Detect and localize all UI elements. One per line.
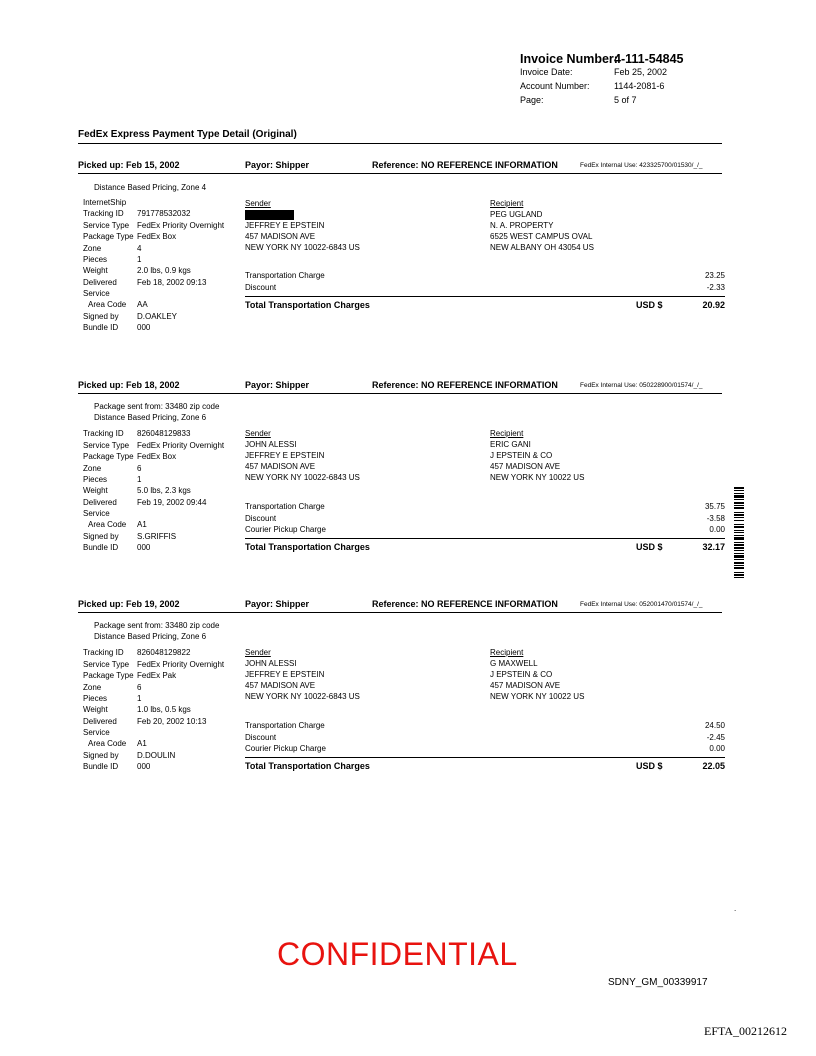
barcode-bar: [734, 514, 744, 516]
package-type: FedEx Box: [137, 232, 177, 241]
detail-label: Delivered: [83, 717, 117, 726]
recipient-line: ERIC GANI: [490, 440, 531, 449]
origin-note: Package sent from: 33480 zip code: [94, 621, 220, 630]
detail-label: Delivered: [83, 278, 117, 287]
invoice-date-label: Invoice Date:: [520, 67, 573, 77]
service-type: FedEx Priority Overnight: [137, 660, 225, 669]
sender-line: 457 MADISON AVE: [245, 232, 316, 241]
detail-label: Service Type: [83, 660, 130, 669]
internal-use: FedEx Internal Use: 423325700/01530/_/_: [580, 162, 703, 169]
reference: Reference: NO REFERENCE INFORMATION: [372, 380, 558, 390]
detail-label: Area Code: [88, 300, 127, 309]
charge-row: [245, 743, 725, 754]
recipient-block: [490, 647, 584, 702]
detail-label: Signed by: [83, 532, 119, 541]
reference: Reference: NO REFERENCE INFORMATION: [372, 599, 558, 609]
detail-label: Zone: [83, 683, 102, 692]
recipient-line: 6525 WEST CAMPUS OVAL: [490, 232, 593, 241]
barcode-bar: [734, 537, 744, 540]
charge-row: [245, 732, 725, 743]
invoice-number-label: Invoice Number:: [520, 52, 618, 66]
pieces: 1: [137, 255, 142, 264]
sender-line: JEFFREY E EPSTEIN: [245, 451, 325, 460]
currency: USD $: [636, 761, 663, 771]
barcode-bar: [734, 565, 744, 566]
delivered: Feb 18, 2002 09:13: [137, 278, 207, 287]
stray-mark: .: [734, 904, 737, 913]
detail-label: Weight: [83, 486, 108, 495]
recipient-line: N. A. PROPERTY: [490, 221, 554, 230]
barcode-bar: [734, 555, 744, 558]
sender-block: [245, 198, 360, 253]
sender-line: NEW YORK NY 10022-6843 US: [245, 243, 360, 252]
total-row: [245, 542, 725, 552]
barcode-bar: [734, 512, 744, 513]
zone: 6: [137, 464, 142, 473]
barcode-bar: [734, 577, 744, 578]
detail-label: Service: [83, 509, 110, 518]
reference: Reference: NO REFERENCE INFORMATION: [372, 160, 558, 170]
weight: 1.0 lbs, 0.5 kgs: [137, 705, 191, 714]
pieces: 1: [137, 694, 142, 703]
barcode-bar: [734, 526, 744, 528]
detail-label: Package Type: [83, 671, 134, 680]
charge-label: Discount: [245, 733, 277, 742]
barcode-bar: [734, 507, 744, 509]
charge-label: Courier Pickup Charge: [245, 525, 326, 534]
header-divider: [78, 612, 722, 613]
charge-row: [245, 282, 725, 293]
signed-by: S.GRIFFIS: [137, 532, 177, 541]
recipient-line: NEW YORK NY 10022 US: [490, 473, 585, 482]
detail-label: Bundle ID: [83, 762, 119, 771]
detail-label: Bundle ID: [83, 543, 119, 552]
weight: 2.0 lbs, 0.9 kgs: [137, 266, 191, 275]
charge-amount: 35.75: [704, 502, 725, 511]
shipment-3: [78, 598, 724, 778]
barcode-bar: [734, 524, 744, 525]
bundle-id: 000: [137, 323, 151, 332]
charge-row: [245, 513, 725, 524]
charge-label: Transportation Charge: [245, 502, 325, 511]
detail-label: Tracking ID: [83, 429, 124, 438]
invoice-number: 4-111-54845: [614, 52, 684, 66]
barcode-bar: [734, 517, 744, 518]
charge-label: Courier Pickup Charge: [245, 744, 326, 753]
sender-line: JOHN ALESSI: [245, 440, 297, 449]
barcode-bar: [734, 493, 744, 494]
package-type: FedEx Box: [137, 452, 177, 461]
detail-label: Bundle ID: [83, 323, 119, 332]
detail-label: Zone: [83, 464, 102, 473]
recipient-line: G MAXWELL: [490, 659, 538, 668]
delivered: Feb 20, 2002 10:13: [137, 717, 207, 726]
recipient-label: Recipient: [490, 648, 524, 657]
detail-label: Delivered: [83, 498, 117, 507]
title-divider: [78, 143, 722, 144]
account-number-label: Account Number:: [520, 81, 590, 91]
barcode-bar: [734, 495, 744, 498]
pricing-note: Distance Based Pricing, Zone 4: [94, 183, 207, 192]
invoice-date: Feb 25, 2002: [614, 67, 668, 77]
charge-amount: -3.58: [706, 514, 725, 523]
total-amount: 20.92: [702, 300, 725, 310]
pricing-note: Distance Based Pricing, Zone 6: [94, 632, 207, 641]
sender-label: Sender: [245, 199, 271, 208]
invoice-number-row: [520, 52, 684, 66]
header-divider: [78, 393, 722, 394]
detail-label: Service: [83, 289, 110, 298]
charge-amount: 24.50: [704, 721, 725, 730]
sender-name-redacted: [245, 209, 360, 220]
barcode-bar: [734, 542, 744, 543]
detail-label: Signed by: [83, 751, 119, 760]
recipient-line: J EPSTEIN & CO: [490, 670, 553, 679]
charge-row: [245, 501, 725, 512]
service-type: FedEx Priority Overnight: [137, 441, 225, 450]
package-type: FedEx Pak: [137, 671, 177, 680]
detail-label: Package Type: [83, 232, 134, 241]
total-row: [245, 761, 725, 771]
detail-label: Weight: [83, 266, 108, 275]
barcode-bar: [734, 572, 744, 573]
barcode-bar: [734, 553, 744, 554]
detail-label: Signed by: [83, 312, 119, 321]
detail-label: Tracking ID: [83, 209, 124, 218]
recipient-line: PEG UGLAND: [490, 210, 543, 219]
bates-number: SDNY_GM_00339917: [608, 977, 708, 988]
charge-label: Transportation Charge: [245, 271, 325, 280]
confidential-stamp: CONFIDENTIAL: [277, 936, 518, 972]
barcode-image: [734, 487, 744, 579]
total-amount: 32.17: [702, 542, 725, 552]
detail-label: Service: [83, 728, 110, 737]
delivered: Feb 19, 2002 09:44: [137, 498, 207, 507]
area-code: AA: [137, 300, 148, 309]
barcode-bar: [734, 505, 744, 506]
currency: USD $: [636, 542, 663, 552]
total-row: [245, 300, 725, 310]
charge-row: [245, 524, 725, 535]
signed-by: D.DOULIN: [137, 751, 176, 760]
detail-label: Weight: [83, 705, 108, 714]
total-amount: 22.05: [702, 761, 725, 771]
recipient-label: Recipient: [490, 429, 524, 438]
barcode-bar: [734, 544, 744, 546]
payor: Payor: Shipper: [245, 160, 310, 170]
recipient-label: Recipient: [490, 199, 524, 208]
sender-line: 457 MADISON AVE: [245, 681, 316, 690]
internetship-label: InternetShip: [83, 198, 127, 207]
barcode-bar: [734, 502, 744, 504]
barcode-bar: [734, 535, 744, 536]
recipient-block: [490, 428, 584, 483]
barcode-bar: [734, 530, 744, 531]
picked-up-date: Picked up: Feb 15, 2002: [78, 160, 180, 170]
bundle-id: 000: [137, 543, 151, 552]
bundle-id: 000: [137, 762, 151, 771]
tracking-id: 826048129822: [137, 648, 191, 657]
barcode-bar: [734, 499, 744, 500]
sender-line: NEW YORK NY 10022-6843 US: [245, 692, 360, 701]
header-divider: [78, 173, 722, 174]
sender-label: Sender: [245, 429, 271, 438]
detail-label: Pieces: [83, 255, 108, 264]
account-number: 1144-2081-6: [614, 81, 665, 91]
shipment-header: [78, 159, 724, 173]
detail-label: Service Type: [83, 221, 130, 230]
charge-amount: -2.45: [706, 733, 725, 742]
sender-label: Sender: [245, 648, 271, 657]
internal-use: FedEx Internal Use: 050228900/01574/_/_: [580, 382, 703, 389]
page-number: 5 of 7: [614, 95, 637, 105]
picked-up-date: Picked up: Feb 19, 2002: [78, 599, 180, 609]
recipient-block: [490, 198, 594, 253]
area-code: A1: [137, 520, 147, 529]
sender-line: NEW YORK NY 10022-6843 US: [245, 473, 360, 482]
barcode-bar: [734, 550, 744, 551]
recipient-line: 457 MADISON AVE: [490, 681, 561, 690]
redaction-bar: [245, 210, 294, 220]
currency: USD $: [636, 300, 663, 310]
barcode-bar: [734, 562, 744, 564]
total-divider: [245, 757, 725, 758]
total-label: Total Transportation Charges: [245, 761, 370, 771]
charge-label: Discount: [245, 514, 277, 523]
total-divider: [245, 296, 725, 297]
shipment-header: [78, 379, 724, 393]
payor: Payor: Shipper: [245, 599, 310, 609]
recipient-line: J EPSTEIN & CO: [490, 451, 553, 460]
zone: 4: [137, 244, 142, 253]
pieces: 1: [137, 475, 142, 484]
sender-line: JEFFREY E EPSTEIN: [245, 221, 325, 230]
charge-amount: 0.00: [709, 744, 725, 753]
detail-label: Pieces: [83, 475, 108, 484]
zone: 6: [137, 683, 142, 692]
barcode-bar: [734, 567, 744, 569]
barcode-bar: [734, 520, 744, 521]
detail-label: Zone: [83, 244, 102, 253]
recipient-line: NEW YORK NY 10022 US: [490, 692, 585, 701]
charge-label: Transportation Charge: [245, 721, 325, 730]
barcode-bar: [734, 532, 744, 533]
sender-line: 457 MADISON AVE: [245, 462, 316, 471]
recipient-line: NEW ALBANY OH 43054 US: [490, 243, 594, 252]
internal-use: FedEx Internal Use: 052001470/01574/_/_: [580, 601, 703, 608]
total-label: Total Transportation Charges: [245, 542, 370, 552]
sender-block: [245, 428, 360, 483]
charge-label: Discount: [245, 283, 277, 292]
barcode-bar: [734, 559, 744, 560]
weight: 5.0 lbs, 2.3 kgs: [137, 486, 191, 495]
area-code: A1: [137, 739, 147, 748]
document-title: FedEx Express Payment Type Detail (Original): [78, 129, 297, 140]
barcode-bar: [734, 574, 744, 576]
payor: Payor: Shipper: [245, 380, 310, 390]
charge-row: [245, 270, 725, 281]
picked-up-date: Picked up: Feb 18, 2002: [78, 380, 180, 390]
detail-label: Area Code: [88, 520, 127, 529]
charge-amount: 0.00: [709, 525, 725, 534]
charge-row: [245, 720, 725, 731]
detail-label: Package Type: [83, 452, 134, 461]
service-type: FedEx Priority Overnight: [137, 221, 225, 230]
sender-line: JOHN ALESSI: [245, 659, 297, 668]
detail-label: Area Code: [88, 739, 127, 748]
tracking-id: 791778532032: [137, 209, 191, 218]
barcode-bar: [734, 487, 744, 489]
tracking-id: 826048129833: [137, 429, 191, 438]
detail-label: Pieces: [83, 694, 108, 703]
signed-by: D.OAKLEY: [137, 312, 178, 321]
charge-amount: -2.33: [706, 283, 725, 292]
detail-label: Tracking ID: [83, 648, 124, 657]
shipment-1: [78, 159, 724, 339]
recipient-line: 457 MADISON AVE: [490, 462, 561, 471]
total-label: Total Transportation Charges: [245, 300, 370, 310]
efta-number: EFTA_00212612: [704, 1024, 788, 1038]
barcode-bar: [734, 547, 744, 549]
shipment-header: [78, 598, 724, 612]
charge-amount: 23.25: [704, 271, 725, 280]
account-number-row: [520, 81, 665, 91]
page-number-row: [520, 95, 637, 105]
sender-line: JEFFREY E EPSTEIN: [245, 670, 325, 679]
barcode-bar: [734, 490, 744, 491]
shipment-2: [78, 379, 724, 559]
page-number-label: Page:: [520, 95, 544, 105]
pricing-note: Distance Based Pricing, Zone 6: [94, 413, 207, 422]
detail-label: Service Type: [83, 441, 130, 450]
origin-note: Package sent from: 33480 zip code: [94, 402, 220, 411]
invoice-date-row: [520, 67, 668, 77]
total-divider: [245, 538, 725, 539]
sender-block: [245, 647, 360, 702]
